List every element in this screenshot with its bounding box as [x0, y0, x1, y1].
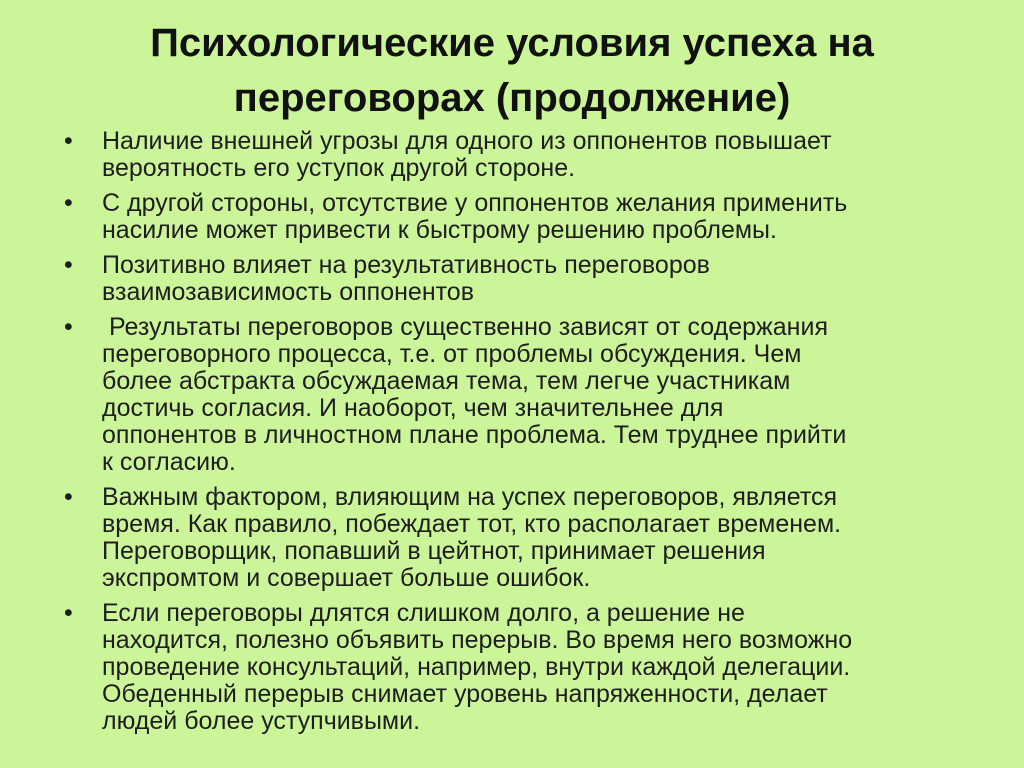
bullet-marker: • [64, 189, 73, 217]
bullet-text-line: Если переговоры длятся слишком долго, а решение не [102, 599, 745, 627]
bullet-list [64, 128, 964, 743]
bullet-text-line: находится, полезно объявить перерыв. Во время него возможно [102, 626, 853, 654]
bullet-item [64, 190, 964, 244]
bullet-marker: • [64, 127, 73, 155]
bullet-text-line: насилие может привести к быстрому решению проблемы. [102, 216, 777, 244]
bullet-text-line: проведение консультаций, например, внутри каждой делегации. [102, 653, 851, 681]
bullet-text-line: Наличие внешней угрозы для одного из оппонентов повышает [102, 127, 832, 155]
bullet-item [64, 600, 964, 735]
bullet-text-line: время. Как правило, побеждает тот, кто располагает временем. [102, 510, 842, 538]
slide-title-line: Психологические условия успеха на [150, 21, 874, 65]
bullet-text-line: людей более уступчивыми. [102, 707, 421, 735]
bullet-text-line: оппонентов в личностном плане проблема. Тем труднее прийти [102, 421, 847, 449]
bullet-marker: • [64, 313, 73, 341]
bullet-text-line: Обеденный перерыв снимает уровень напряженности, делает [102, 680, 828, 708]
bullet-text-line: Позитивно влияет на результативность переговоров [102, 251, 710, 279]
bullet-marker: • [64, 599, 73, 627]
bullet-text-line: Результаты переговоров существенно зависят от содержания [102, 313, 828, 341]
bullet-text-line: к согласию. [102, 448, 236, 476]
bullet-item [64, 128, 964, 182]
bullet-item [64, 314, 964, 476]
bullet-item [64, 484, 964, 592]
bullet-text-line: взаимозависимость оппонентов [102, 278, 474, 306]
bullet-text-line: переговорного процесса, т.е. от проблемы обсуждения. Чем [102, 340, 802, 368]
bullet-marker: • [64, 251, 73, 279]
bullet-text-line: достичь согласия. И наоборот, чем значительнее для [102, 394, 724, 422]
slide-title [0, 16, 1024, 126]
bullet-marker: • [64, 483, 73, 511]
bullet-text-line: С другой стороны, отсутствие у оппонентов желания применить [102, 189, 848, 217]
slide-title-line: переговорах (продолжение) [233, 76, 791, 120]
bullet-text-line: Переговорщик, попавший в цейтнот, принимает решения [102, 537, 766, 565]
bullet-item [64, 252, 964, 306]
bullet-text-line: экспромтом и совершает больше ошибок. [102, 564, 591, 592]
bullet-text-line: вероятность его уступок другой стороне. [102, 154, 576, 182]
bullet-text-line: более абстракта обсуждаемая тема, тем легче участникам [102, 367, 791, 395]
bullet-text-line: Важным фактором, влияющим на успех переговоров, является [102, 483, 838, 511]
